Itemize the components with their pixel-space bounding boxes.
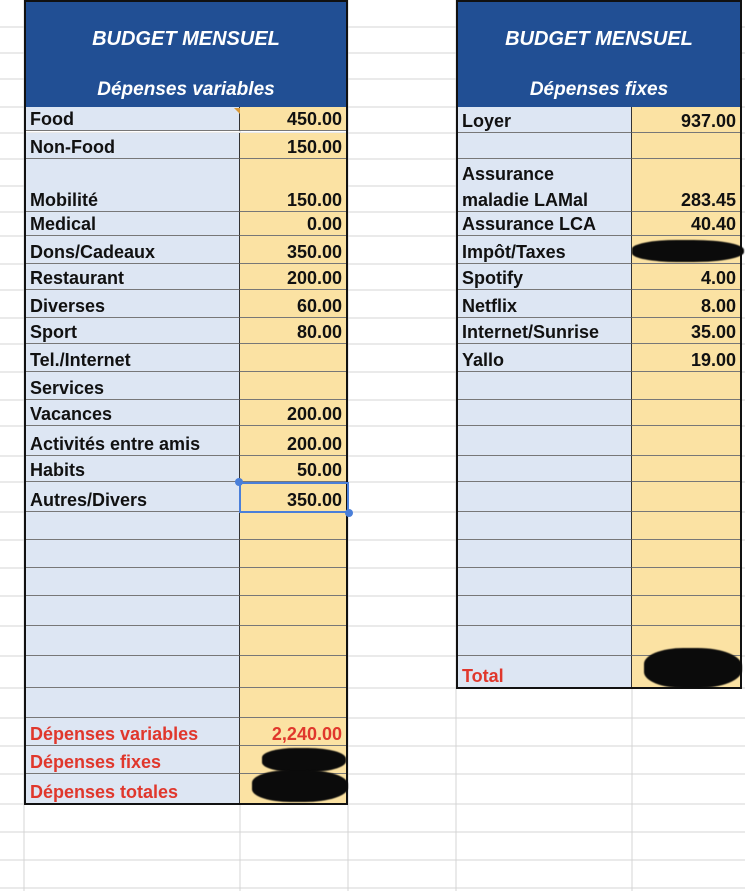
- variable-empty-value-cell[interactable]: [240, 512, 348, 540]
- variable-label-cell-text: Sport: [30, 322, 77, 342]
- fixed-label-cell-text: Assurance: [462, 164, 555, 184]
- variable-label-cell-text: Tel./Internet: [30, 350, 131, 370]
- redaction-mark: [632, 240, 744, 262]
- fixed-label-cell[interactable]: [456, 344, 632, 372]
- header-fixed-subtitle: Dépenses fixes: [529, 79, 669, 100]
- selection-handle[interactable]: [235, 478, 243, 486]
- fixed-value-cell[interactable]: [632, 290, 742, 318]
- variable-label-cell[interactable]: [24, 426, 240, 456]
- fixed-empty-label-cell[interactable]: [456, 482, 632, 512]
- variable-value-cell-text: 350.00: [286, 242, 342, 262]
- variable-empty-label-cell[interactable]: [24, 596, 240, 626]
- fixed-value-cell[interactable]: [632, 318, 742, 344]
- summary-label-cell-text: Dépenses variables: [30, 724, 199, 744]
- fixed-empty-label-cell[interactable]: [456, 372, 632, 400]
- variable-label-cell[interactable]: [24, 456, 240, 482]
- fixed-label-cell[interactable]: [456, 107, 632, 133]
- fixed-value-cell[interactable]: [632, 212, 742, 236]
- variable-value-cell[interactable]: [240, 107, 348, 131]
- fixed-label-cell[interactable]: [456, 318, 632, 344]
- fixed-label-cell[interactable]: [456, 290, 632, 318]
- total-label-cell[interactable]: [456, 656, 632, 688]
- fixed-value-cell-text: 8.00: [700, 296, 736, 316]
- variable-value-cell[interactable]: [240, 264, 348, 290]
- fixed-value-cell-text: 19.00: [690, 350, 736, 370]
- variable-value-cell[interactable]: [240, 159, 348, 212]
- variable-label-cell-text: Services: [30, 378, 105, 398]
- fixed-value-cell-text: 35.00: [690, 322, 736, 342]
- redaction-mark: [262, 748, 346, 772]
- fixed-label-cell[interactable]: [456, 133, 632, 159]
- fixed-value-cell-text: 4.00: [700, 268, 736, 288]
- variable-empty-value-cell[interactable]: [240, 540, 348, 568]
- variable-label-cell[interactable]: [24, 318, 240, 344]
- cell-selection[interactable]: [239, 482, 349, 513]
- fixed-label-cell-text: Spotify: [462, 268, 523, 288]
- variable-label-cell-text: Vacances: [30, 404, 113, 424]
- summary-label-cell[interactable]: [24, 718, 240, 746]
- comment-indicator: [234, 108, 240, 114]
- variable-label-cell-text: Dons/Cadeaux: [30, 242, 156, 262]
- variable-value-cell-text: 150.00: [286, 190, 342, 210]
- variable-label-cell-text: Food: [30, 109, 74, 129]
- variable-label-cell-text: Activités entre amis: [30, 434, 201, 454]
- redaction-mark: [644, 648, 742, 688]
- variable-empty-label-cell[interactable]: [24, 626, 240, 656]
- variable-empty-value-cell[interactable]: [240, 688, 348, 718]
- summary-label-cell-text: Dépenses fixes: [30, 752, 162, 772]
- fixed-value-cell[interactable]: [632, 344, 742, 372]
- fixed-empty-label-cell[interactable]: [456, 540, 632, 568]
- fixed-value-cell-text: 937.00: [680, 111, 736, 131]
- fixed-value-cell[interactable]: [632, 107, 742, 133]
- fixed-empty-label-cell[interactable]: [456, 596, 632, 626]
- variable-value-cell-text: 200.00: [286, 434, 342, 454]
- variable-value-cell-text: 350.00: [286, 490, 342, 510]
- fixed-empty-value-cell[interactable]: [632, 482, 742, 512]
- fixed-empty-label-cell[interactable]: [456, 426, 632, 456]
- fixed-empty-value-cell[interactable]: [632, 512, 742, 540]
- variable-empty-value-cell[interactable]: [240, 656, 348, 688]
- variable-label-cell-text: Medical: [30, 214, 97, 234]
- variable-value-cell-text: 0.00: [306, 214, 342, 234]
- variable-label-cell-text: Non-Food: [30, 137, 115, 157]
- variable-label-cell[interactable]: [24, 107, 240, 131]
- header-variable-title: BUDGET MENSUEL: [92, 28, 280, 50]
- variable-value-cell-text: 50.00: [296, 460, 342, 480]
- variable-empty-value-cell[interactable]: [240, 626, 348, 656]
- variable-empty-value-cell[interactable]: [240, 596, 348, 626]
- summary-value-cell[interactable]: [240, 718, 348, 746]
- fixed-label-cell-text: Impôt/Taxes: [462, 242, 566, 262]
- redaction-mark: [252, 770, 348, 802]
- fixed-label-cell[interactable]: [456, 159, 632, 212]
- summary-label-cell[interactable]: [24, 774, 240, 804]
- fixed-empty-label-cell[interactable]: [456, 456, 632, 482]
- fixed-label-cell-text: Netflix: [462, 296, 518, 316]
- variable-value-cell[interactable]: [240, 372, 348, 400]
- variable-label-cell[interactable]: [24, 264, 240, 290]
- fixed-empty-value-cell[interactable]: [632, 568, 742, 596]
- variable-value-cell-text: 80.00: [296, 322, 342, 342]
- fixed-value-cell-text: 283.45: [680, 190, 736, 210]
- variable-empty-label-cell[interactable]: [24, 568, 240, 596]
- selection-handle[interactable]: [345, 509, 353, 517]
- fixed-empty-value-cell[interactable]: [632, 596, 742, 626]
- variable-value-cell[interactable]: [240, 400, 348, 426]
- variable-empty-value-cell[interactable]: [240, 568, 348, 596]
- fixed-label-cell-text: Assurance LCA: [462, 214, 597, 234]
- variable-value-cell[interactable]: [240, 344, 348, 372]
- summary-value-cell-text: 2,240.00: [271, 724, 342, 744]
- fixed-empty-value-cell[interactable]: [632, 400, 742, 426]
- variable-label-cell[interactable]: [24, 236, 240, 264]
- variable-label-cell-text: Autres/Divers: [30, 490, 148, 510]
- fixed-label-cell[interactable]: [456, 264, 632, 290]
- variable-value-cell[interactable]: [240, 456, 348, 482]
- variable-value-cell[interactable]: [240, 426, 348, 456]
- fixed-label-cell[interactable]: [456, 236, 632, 264]
- variable-label-cell-text: Restaurant: [30, 268, 125, 288]
- fixed-value-cell[interactable]: [632, 159, 742, 212]
- variable-empty-label-cell[interactable]: [24, 656, 240, 688]
- fixed-empty-label-cell[interactable]: [456, 626, 632, 656]
- variable-value-cell[interactable]: [240, 236, 348, 264]
- variable-value-cell[interactable]: [240, 133, 348, 159]
- variable-value-cell[interactable]: [240, 212, 348, 236]
- variable-label-cell[interactable]: [24, 344, 240, 372]
- fixed-label-cell-text: Loyer: [462, 111, 512, 131]
- variable-label-cell[interactable]: [24, 159, 240, 212]
- fixed-label-cell[interactable]: [456, 212, 632, 236]
- variable-value-cell-text: 150.00: [286, 137, 342, 157]
- fixed-value-cell-text: 40.40: [690, 214, 736, 234]
- fixed-empty-label-cell[interactable]: [456, 400, 632, 426]
- total-label-cell-text: Total: [462, 666, 504, 686]
- fixed-label-cell-text-line2: maladie LAMal: [462, 190, 589, 210]
- fixed-empty-label-cell[interactable]: [456, 512, 632, 540]
- variable-empty-label-cell[interactable]: [24, 540, 240, 568]
- header-fixed: [456, 0, 742, 107]
- fixed-empty-value-cell[interactable]: [632, 426, 742, 456]
- fixed-empty-value-cell[interactable]: [632, 540, 742, 568]
- variable-value-cell-text: 200.00: [286, 268, 342, 288]
- fixed-empty-value-cell[interactable]: [632, 456, 742, 482]
- variable-value-cell[interactable]: [240, 318, 348, 344]
- fixed-value-cell[interactable]: [632, 264, 742, 290]
- variable-value-cell-text: 450.00: [286, 109, 342, 129]
- variable-label-cell[interactable]: [24, 212, 240, 236]
- fixed-empty-label-cell[interactable]: [456, 568, 632, 596]
- summary-label-cell[interactable]: [24, 746, 240, 774]
- variable-label-cell[interactable]: [24, 372, 240, 400]
- variable-value-cell-text: 200.00: [286, 404, 342, 424]
- variable-label-cell-text: Diverses: [30, 296, 106, 316]
- variable-label-cell-text: Habits: [30, 460, 86, 480]
- fixed-label-cell-text: Yallo: [462, 350, 505, 370]
- variable-empty-label-cell[interactable]: [24, 512, 240, 540]
- summary-label-cell-text: Dépenses totales: [30, 782, 179, 802]
- variable-label-cell[interactable]: [24, 133, 240, 159]
- variable-label-cell[interactable]: [24, 482, 240, 512]
- variable-empty-label-cell[interactable]: [24, 688, 240, 718]
- variable-value-cell[interactable]: [240, 290, 348, 318]
- fixed-label-cell-text: Internet/Sunrise: [462, 322, 600, 342]
- header-variable-subtitle: Dépenses variables: [97, 79, 275, 100]
- variable-value-cell-text: 60.00: [296, 296, 342, 316]
- variable-label-cell[interactable]: [24, 400, 240, 426]
- variable-label-cell-text: Mobilité: [30, 190, 98, 210]
- fixed-value-cell[interactable]: [632, 133, 742, 159]
- variable-label-cell[interactable]: [24, 290, 240, 318]
- header-fixed-title: BUDGET MENSUEL: [505, 28, 693, 50]
- header-variable: [24, 0, 348, 107]
- fixed-empty-value-cell[interactable]: [632, 372, 742, 400]
